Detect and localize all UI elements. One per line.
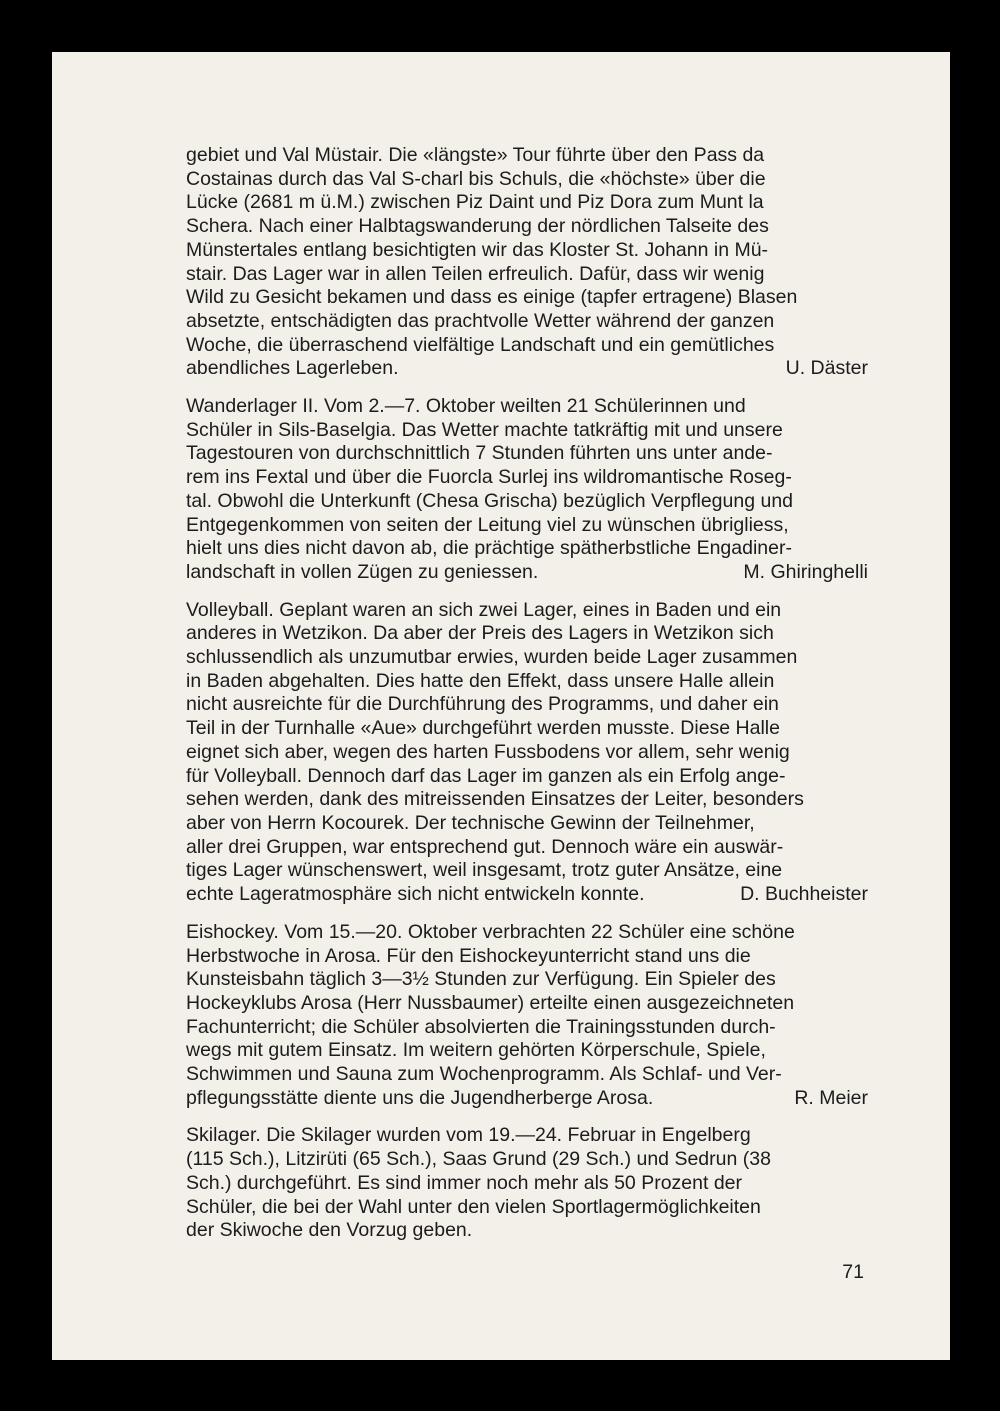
text-line: Schwimmen und Sauna zum Wochenprogramm. Als Schlaf- und Ver- [186,1063,782,1086]
text-line: Skilager. Die Skilager wurden vom 19.—24. Februar in Engelberg [186,1124,751,1147]
text-line: Schüler in Sils-Baselgia. Das Wetter machte tatkräftig mit und unsere [186,418,783,441]
text-line: aller drei Gruppen, war entsprechend gut. Dennoch wäre ein auswär- [186,835,784,858]
text-line: schlussendlich als unzumutbar erwies, wurden beide Lager zusammen [186,646,798,669]
text-line: Eishockey. Vom 15.—20. Oktober verbrachten 22 Schüler eine schöne [186,920,795,943]
text-line: wegs mit gutem Einsatz. Im weitern gehörten Körperschule, Spiele, [186,1039,766,1062]
author-signature: R. Meier [794,1086,868,1109]
signature-line [186,1219,868,1243]
paragraph-eishockey [186,921,868,1111]
text-line: Entgegenkommen von seiten der Leitung viel zu wünschen übrigliess, [186,513,789,536]
text-line: Costainas durch das Val S-charl bis Schuls, die «höchste» über die [186,167,766,190]
text-line: Hockeyklubs Arosa (Herr Nussbaumer) erteilte einen ausgezeichneten [186,991,795,1014]
text-line: stair. Das Lager war in allen Teilen erfreulich. Dafür, dass wir wenig [186,262,765,285]
text-line: Fachunterricht; die Schüler absolvierten die Trainingsstunden durch- [186,1015,776,1038]
text-line: Herbstwoche in Arosa. Für den Eishockeyunterricht stand uns die [186,944,751,967]
text-line: für Volleyball. Dennoch darf das Lager im ganzen als ein Erfolg ange- [186,764,786,787]
signature-line [186,883,868,907]
signature-line [186,561,868,585]
text-line: Volleyball. Geplant waren an sich zwei Lager, eines in Baden und ein [186,598,782,621]
paragraph-wanderlager-i [186,144,868,381]
text-line: rem ins Fextal und über die Fuorcla Surlej ins wildromantische Roseg- [186,466,792,489]
paragraph-skilager [186,1124,868,1243]
document-page [52,52,950,1360]
author-signature: U. Däster [785,357,868,380]
body-text [186,144,868,1257]
text-line: eignet sich aber, wegen des harten Fussbodens vor allem, sehr wenig [186,740,790,763]
text-line: echte Lageratmosphäre sich nicht entwickeln konnte. [186,883,645,906]
author-signature: D. Buchheister [740,883,868,906]
text-line: landschaft in vollen Zügen zu geniessen. [186,560,539,583]
text-line: abendliches Lagerleben. [186,357,399,380]
text-line: Münstertales entlang besichtigten wir das Kloster St. Johann in Mü- [186,238,769,261]
paragraph-wanderlager-ii [186,395,868,585]
text-line: Woche, die überraschend vielfältige Landschaft und ein gemütliches [186,333,775,356]
text-line: tiges Lager wünschenswert, weil insgesamt, trotz guter Ansätze, eine [186,859,783,882]
text-line: tal. Obwohl die Unterkunft (Chesa Grischa) bezüglich Verpflegung und [186,489,794,512]
text-line: in Baden abgehalten. Dies hatte den Effekt, dass unsere Halle allein [186,669,775,692]
text-line: Lücke (2681 m ü.M.) zwischen Piz Daint und Piz Dora zum Munt la [186,191,764,214]
author-signature: M. Ghiringhelli [743,560,868,583]
text-line: absetzte, entschädigten das prachtvolle Wetter während der ganzen [186,309,775,332]
text-line: nicht ausreichte für die Durchführung des Programms, und daher ein [186,693,779,716]
text-line: aber von Herrn Kocourek. Der technische Gewinn der Teilnehmer, [186,811,755,834]
page-number: 71 [842,1261,864,1283]
text-line: gebiet und Val Müstair. Die «längste» Tour führte über den Pass da [186,144,765,166]
text-line: sehen werden, dank des mitreissenden Einsatzes der Leiter, besonders [186,788,804,811]
text-line: Kunsteisbahn täglich 3—3½ Stunden zur Verfügung. Ein Spieler des [186,968,776,991]
signature-line [186,1087,868,1111]
text-line: Wild zu Gesicht bekamen und dass es einige (tapfer ertragene) Blasen [186,286,798,309]
text-line: anderes in Wetzikon. Da aber der Preis des Lagers in Wetzikon sich [186,622,774,645]
text-line: (115 Sch.), Litzirüti (65 Sch.), Saas Grund (29 Sch.) und Sedrun (38 [186,1148,771,1171]
text-line: Schüler, die bei der Wahl unter den vielen Sportlagermöglichkeiten [186,1195,761,1218]
paragraph-volleyball [186,599,868,907]
text-line: Wanderlager II. Vom 2.—7. Oktober weilten 21 Schülerinnen und [186,395,746,418]
text-line: hielt uns dies nicht davon ab, die prächtige spätherbstliche Engadiner- [186,537,792,560]
signature-line [186,357,868,381]
text-line: Sch.) durchgeführt. Es sind immer noch mehr als 50 Prozent der [186,1171,742,1194]
text-line: pflegungsstätte diente uns die Jugendherberge Arosa. [186,1086,654,1109]
text-line: Tagestouren von durchschnittlich 7 Stunden führten uns unter ande- [186,442,773,465]
text-line: Schera. Nach einer Halbtagswanderung der nördlichen Talseite des [186,215,769,238]
text-line: der Skiwoche den Vorzug geben. [186,1219,473,1242]
text-line: Teil in der Turnhalle «Aue» durchgeführt werden musste. Diese Halle [186,717,780,740]
